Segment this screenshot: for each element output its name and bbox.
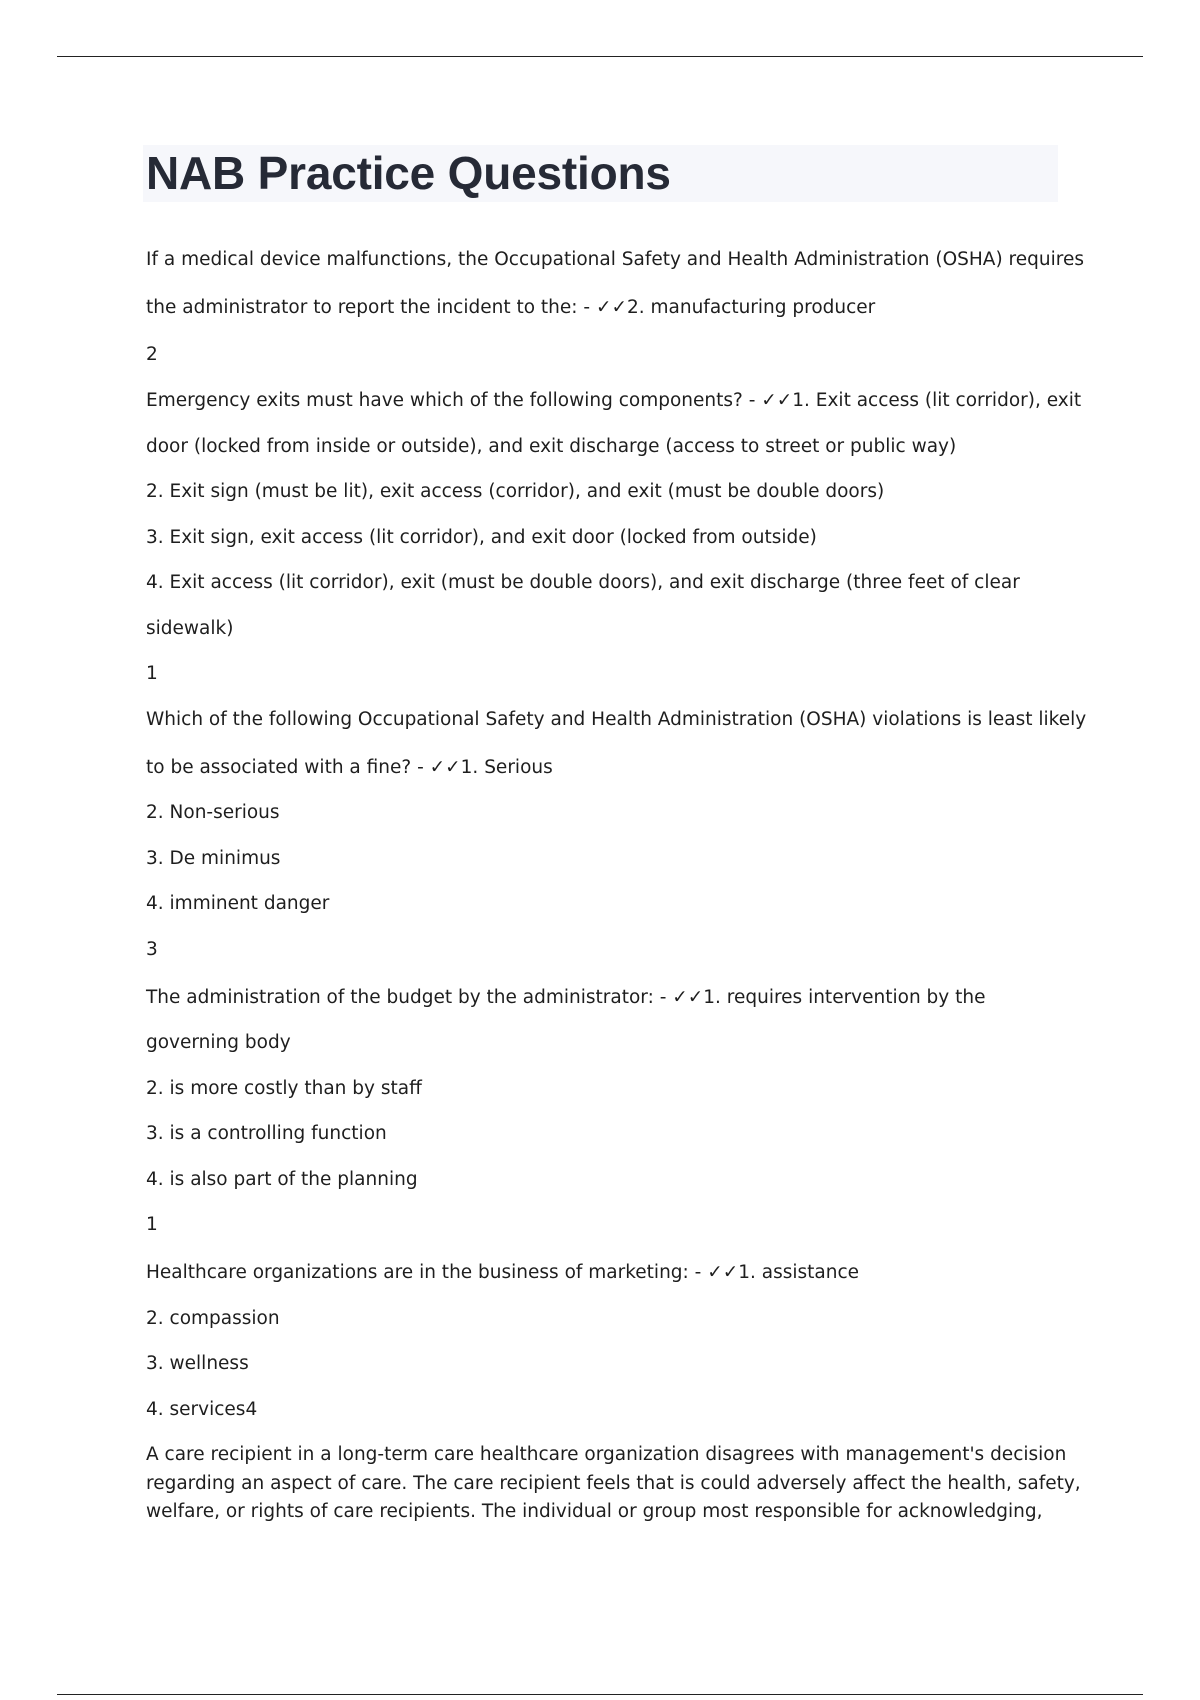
option-line: 2. Non-serious: [146, 802, 280, 823]
answer-line: 1: [146, 1214, 158, 1235]
question-line: A care recipient in a long-term care healthcare organization disagrees with management's decision: [146, 1444, 1067, 1465]
option-line: 4. is also part of the planning: [146, 1169, 418, 1190]
option-line: 3. De minimus: [146, 848, 281, 869]
top-rule: [57, 56, 1143, 57]
question-line: governing body: [146, 1032, 291, 1053]
question-line: regarding an aspect of care. The care recipient feels that is could adversely affect the health, safety,: [146, 1473, 1081, 1494]
question-line: welfare, or rights of care recipients. The individual or group most responsible for acknowledging,: [146, 1501, 1043, 1522]
option-line: 2. is more costly than by staff: [146, 1078, 422, 1099]
question-line: If a medical device malfunctions, the Occupational Safety and Health Administration (OSHA) requires: [146, 249, 1084, 270]
question-line: to be associated with a fine? - ✓✓1. Serious: [146, 757, 553, 778]
option-line: 3. Exit sign, exit access (lit corridor), and exit door (locked from outside): [146, 527, 817, 548]
option-line: 4. Exit access (lit corridor), exit (must be double doors), and exit discharge (three feet of clear: [146, 572, 1020, 593]
page-title: NAB Practice Questions: [146, 147, 671, 199]
question-line: Which of the following Occupational Safety and Health Administration (OSHA) violations is least likely: [146, 709, 1087, 730]
answer-line: 2: [146, 344, 158, 365]
option-line: 2. compassion: [146, 1308, 280, 1329]
answer-line: 1: [146, 663, 158, 684]
question-line: the administrator to report the incident to the: - ✓✓2. manufacturing producer: [146, 297, 876, 318]
bottom-rule: [57, 1694, 1143, 1695]
question-line: The administration of the budget by the administrator: - ✓✓1. requires intervention by the: [146, 987, 986, 1008]
answer-line: 3: [146, 939, 158, 960]
question-line: door (locked from inside or outside), and exit discharge (access to street or public way): [146, 436, 957, 457]
option-line: sidewalk): [146, 618, 234, 639]
option-line: 4. services4: [146, 1399, 258, 1420]
question-line: Emergency exits must have which of the following components? - ✓✓1. Exit access (lit corridor), exit: [146, 390, 1082, 411]
option-line: 2. Exit sign (must be lit), exit access (corridor), and exit (must be double doors): [146, 481, 885, 502]
option-line: 3. is a controlling function: [146, 1123, 387, 1144]
question-line: Healthcare organizations are in the business of marketing: - ✓✓1. assistance: [146, 1262, 859, 1283]
option-line: 4. imminent danger: [146, 893, 330, 914]
option-line: 3. wellness: [146, 1353, 249, 1374]
